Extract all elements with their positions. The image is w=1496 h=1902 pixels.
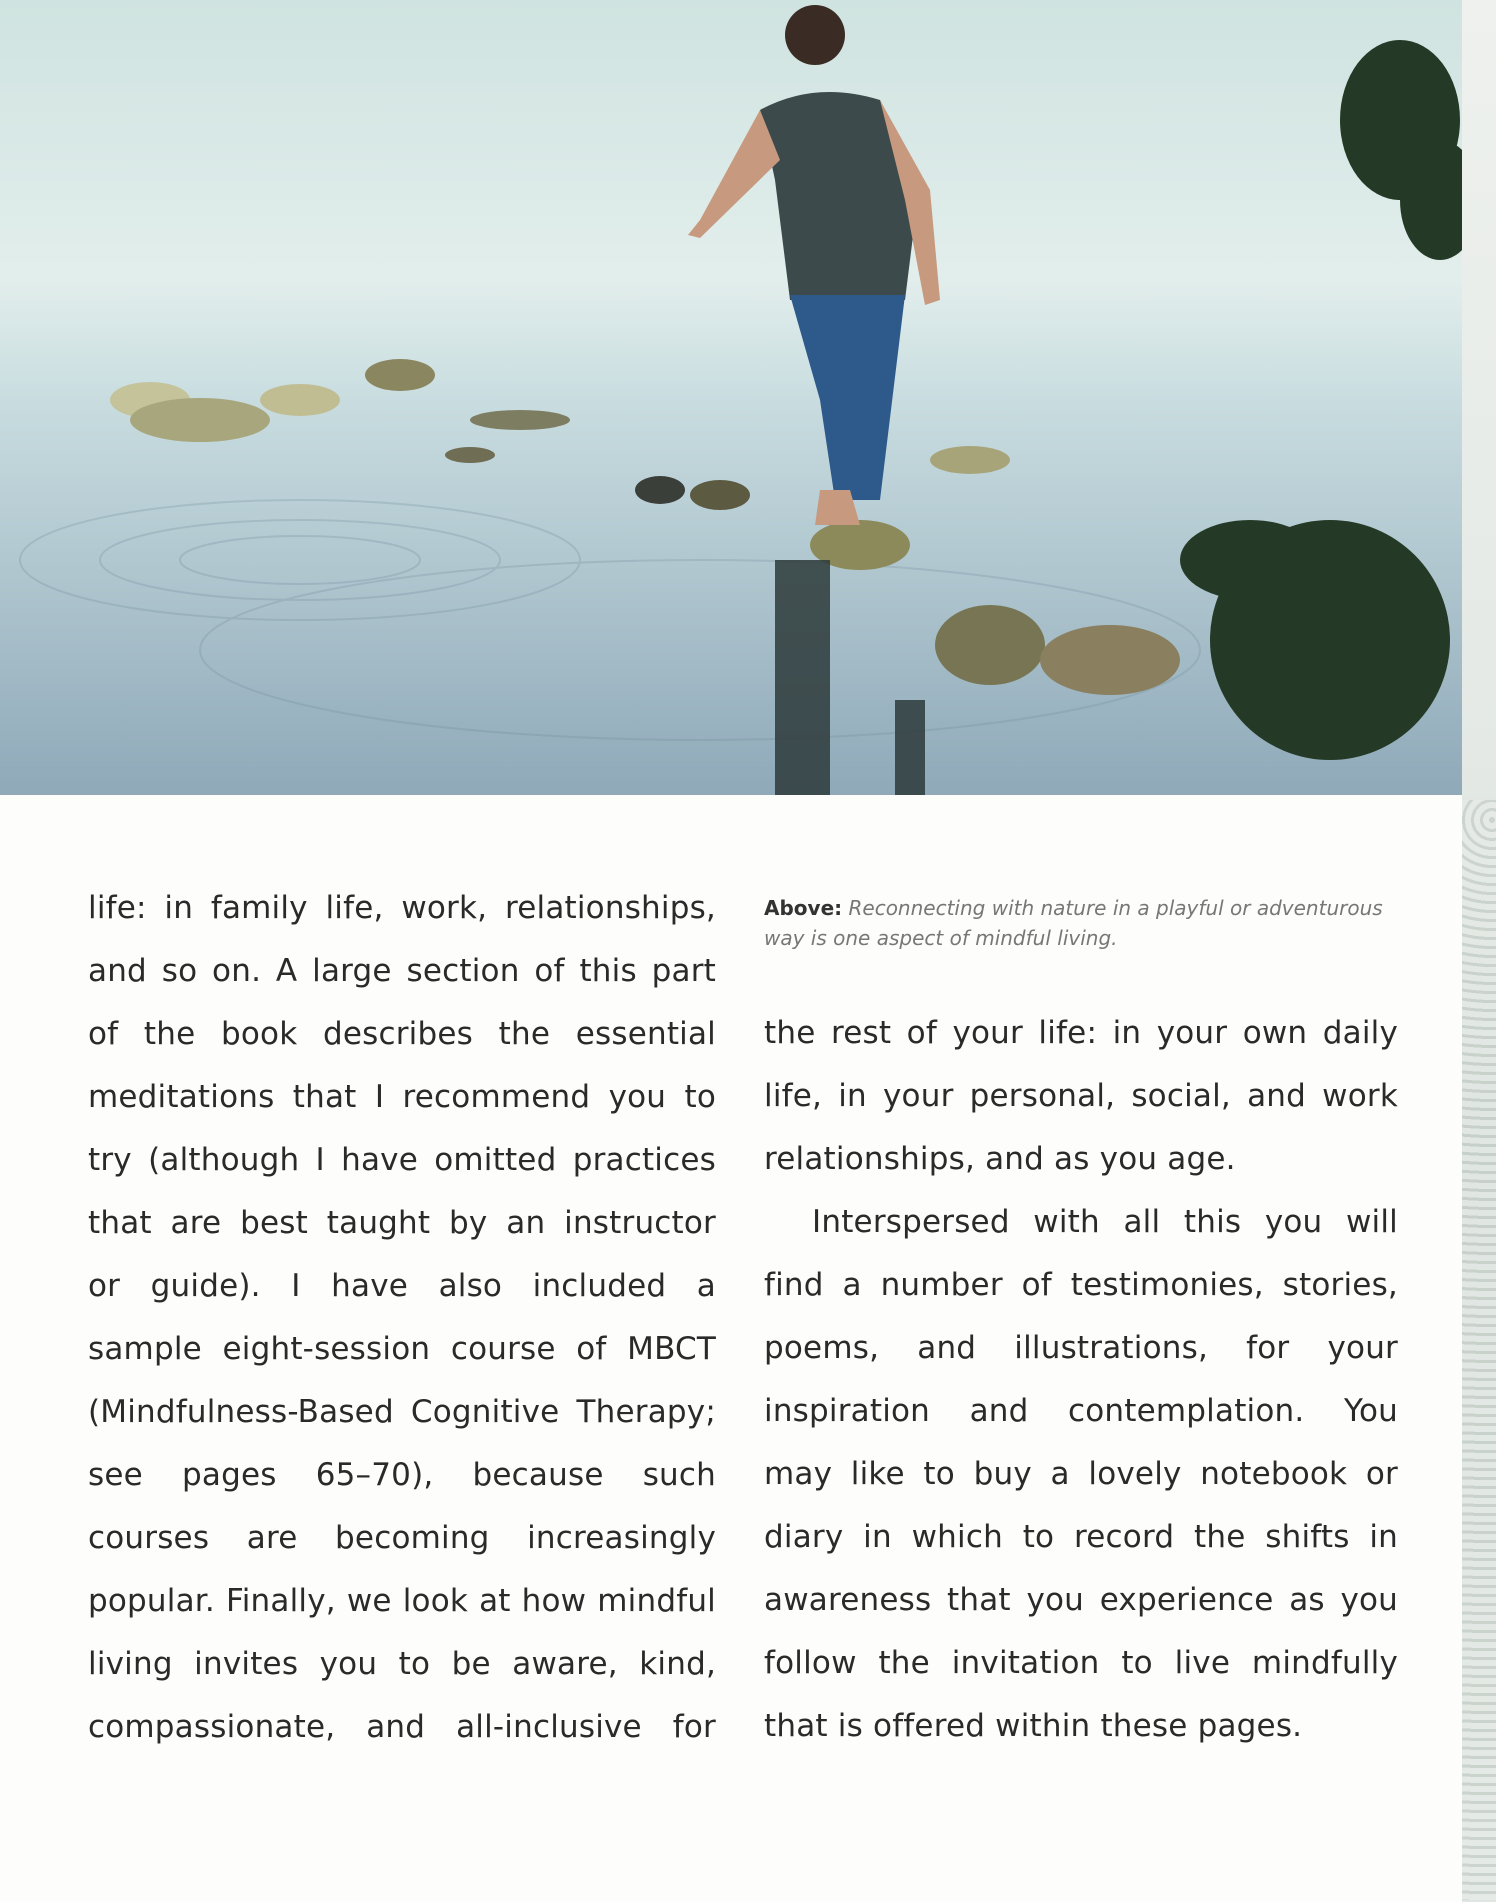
text-line: the rest of your life: in your own daily: [764, 1015, 1398, 1051]
text-line: living invites you to be aware, kind,: [88, 1646, 716, 1682]
text-line: see pages 65–70), because such: [88, 1457, 716, 1493]
text-line: diary in which to record the shifts in: [764, 1519, 1398, 1555]
text-line: relationships, and as you age.: [764, 1141, 1236, 1177]
text-line: meditations that I recommend you to: [88, 1079, 716, 1115]
text-line: follow the invitation to live mindfully: [764, 1645, 1398, 1681]
text-line: try (although I have omitted practices: [88, 1142, 716, 1178]
photo-man-walking-on-stones-in-water: [0, 0, 1462, 795]
text-line: find a number of testimonies, stories,: [764, 1267, 1398, 1303]
text-line: courses are becoming increasingly: [88, 1520, 716, 1556]
right-text-column: [764, 1002, 1398, 1758]
text-line: that is offered within these pages.: [764, 1708, 1303, 1744]
text-line: or guide). I have also included a: [88, 1268, 716, 1304]
left-text-column: [88, 877, 716, 1759]
text-line: and so on. A large section of this part: [88, 953, 716, 989]
text-line: life, in your personal, social, and work: [764, 1078, 1398, 1114]
text-line: popular. Finally, we look at how mindful: [88, 1583, 716, 1619]
text-line: of the book describes the essential: [88, 1016, 716, 1052]
text-line: that are best taught by an instructor: [88, 1205, 716, 1241]
caption-label: Above:: [764, 896, 843, 920]
decorative-margin-strip: [1462, 0, 1496, 1902]
photo-caption: [764, 893, 1404, 953]
text-line: sample eight-session course of MBCT: [88, 1331, 716, 1367]
text-line: Interspersed with all this you will: [812, 1204, 1398, 1240]
text-line: awareness that you experience as you: [764, 1582, 1398, 1618]
text-line: poems, and illustrations, for your: [764, 1330, 1398, 1366]
text-line: compassionate, and all-inclusive for: [88, 1709, 716, 1745]
caption-text: Reconnecting with nature in a playful or adventurous way is one aspect of mindful living.: [764, 896, 1383, 950]
text-line: may like to buy a lovely notebook or: [764, 1456, 1398, 1492]
text-line: inspiration and contemplation. You: [764, 1393, 1398, 1429]
text-line: (Mindfulness-Based Cognitive Therapy;: [88, 1394, 716, 1430]
text-line: life: in family life, work, relationships,: [88, 890, 716, 926]
